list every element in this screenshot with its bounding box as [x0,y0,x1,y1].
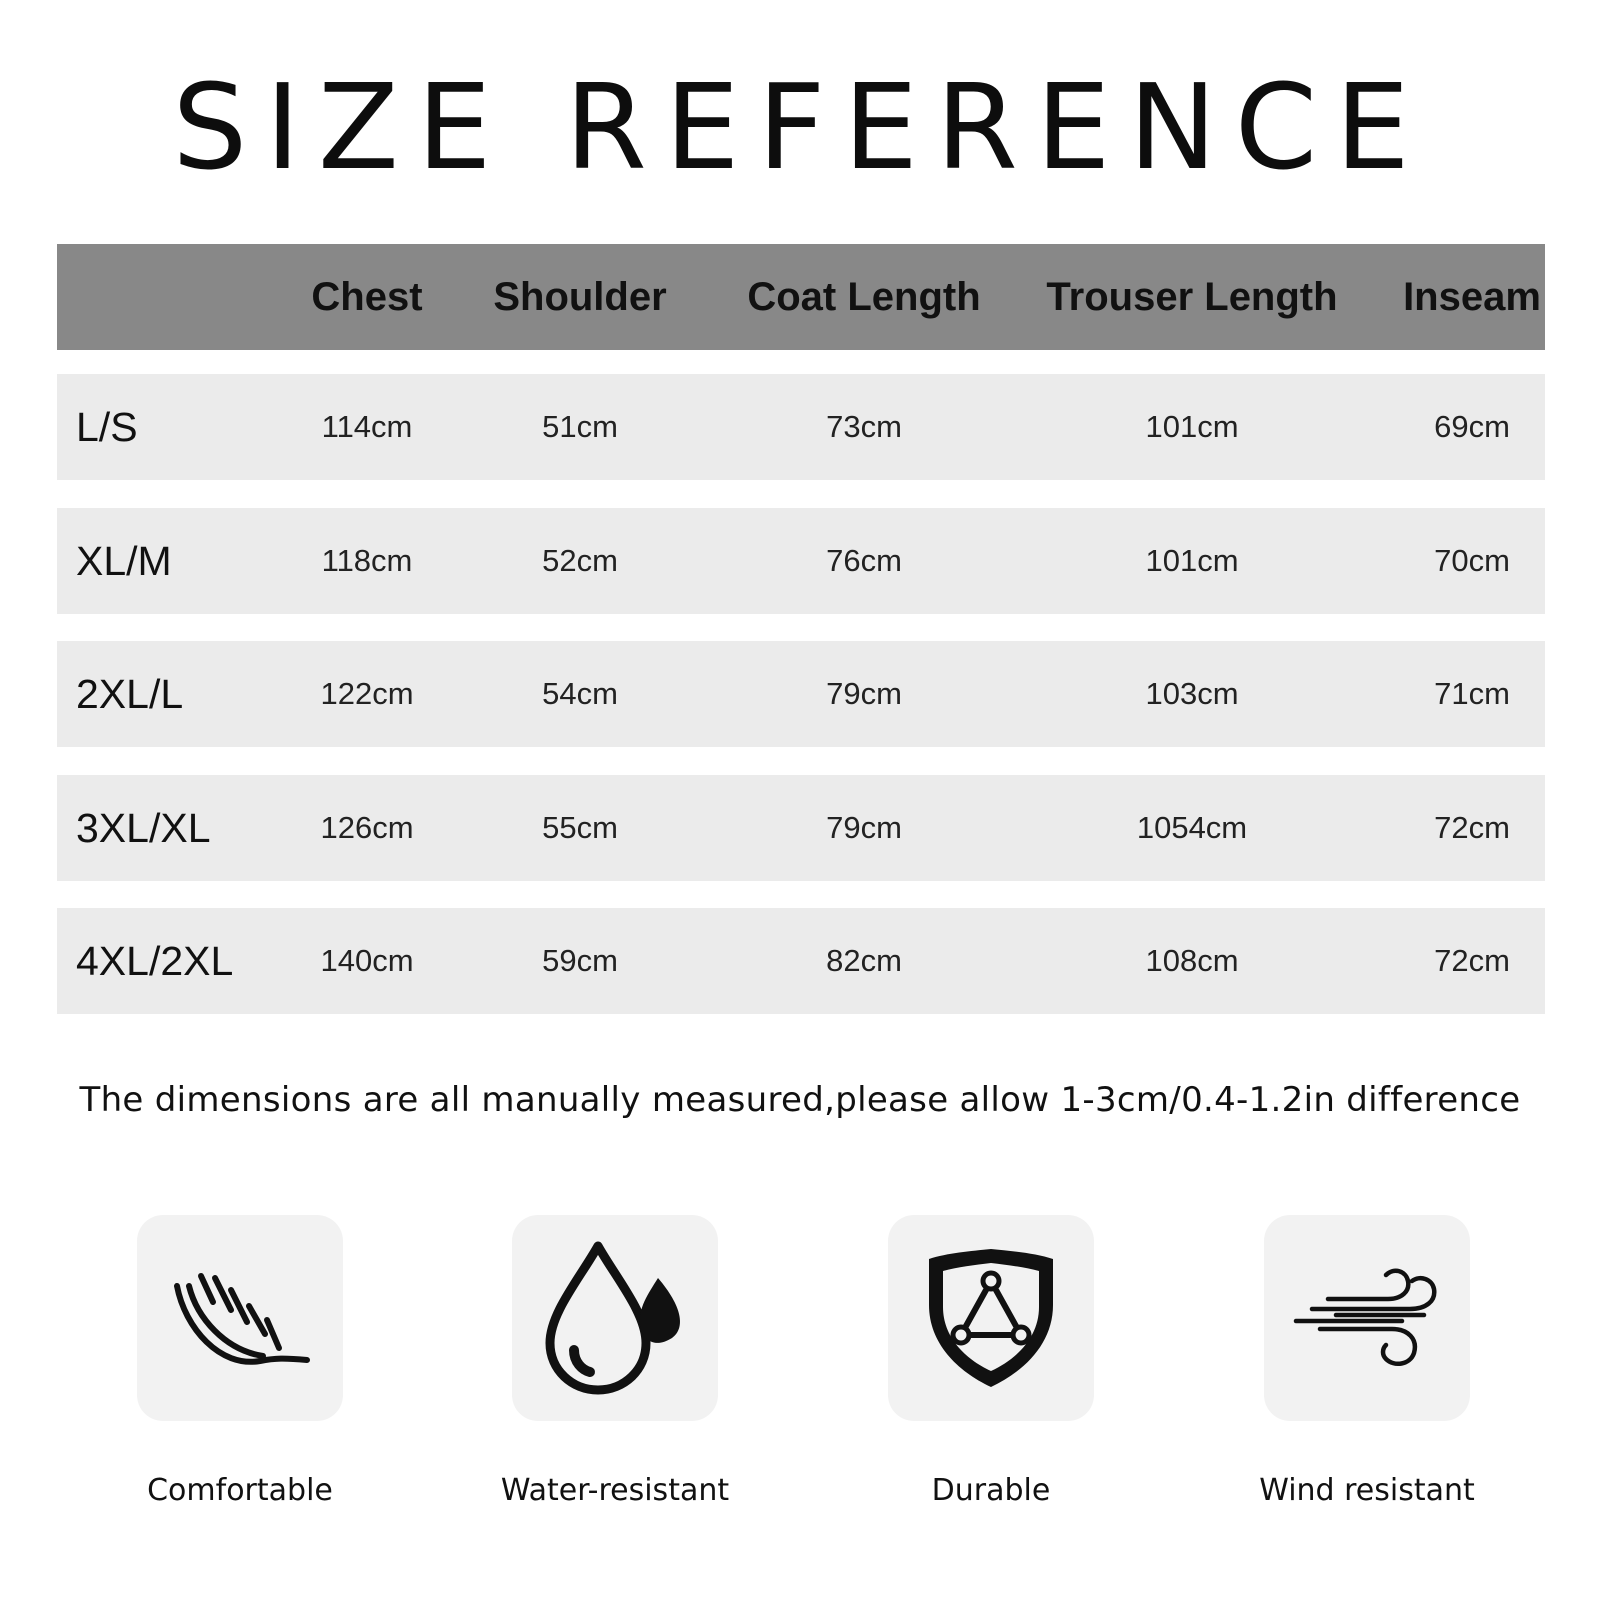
header-trouser-length: Trouser Length [1046,274,1338,319]
feature-label: Water-resistant [500,1473,730,1508]
inseam-value: 70cm [1434,543,1510,578]
feature-tile [1264,1215,1470,1421]
trouser-length-value: 1054cm [1136,810,1248,845]
water-drops-icon [540,1238,690,1398]
chest-value: 126cm [320,810,414,845]
feature-tile [137,1215,343,1421]
coat-length-value: 79cm [826,810,902,845]
inseam-value: 72cm [1434,943,1510,978]
inseam-value: 69cm [1434,409,1510,444]
header-inseam: Inseam [1403,274,1541,319]
measurement-note: The dimensions are all manually measured,please allow 1-3cm/0.4-1.2in difference [79,1080,1521,1120]
trouser-length-value: 101cm [1145,409,1239,444]
feather-icon [165,1258,315,1378]
feature-label: Comfortable [147,1473,333,1508]
chest-value: 140cm [320,943,414,978]
table-header [57,244,1545,350]
feature-tile [888,1215,1094,1421]
trouser-length-value: 103cm [1145,676,1239,711]
coat-length-value: 79cm [826,676,902,711]
trouser-length-value: 108cm [1145,943,1239,978]
shoulder-value: 51cm [542,409,618,444]
table-row [57,508,1545,614]
chest-value: 118cm [321,543,413,578]
shoulder-value: 55cm [542,810,618,845]
feature-comfortable [137,1215,343,1508]
size-label: 4XL/2XL [76,937,234,984]
size-label: L/S [76,403,138,450]
header-coat-length: Coat Length [747,274,981,319]
header-chest: Chest [311,274,423,319]
chest-value: 122cm [320,676,414,711]
table-row [57,908,1545,1014]
feature-label: Wind resistant [1259,1473,1475,1508]
wind-icon [1292,1263,1442,1373]
feature-wind-resistant [1259,1215,1475,1508]
table-row [57,641,1545,747]
feature-tile [512,1215,718,1421]
inseam-value: 72cm [1434,810,1510,845]
table-row [57,775,1545,881]
feature-label: Durable [931,1473,1051,1508]
shoulder-value: 54cm [542,676,618,711]
table-row [57,374,1545,480]
shield-icon [921,1243,1061,1393]
feature-durable [888,1215,1094,1508]
size-label: 3XL/XL [76,804,211,851]
coat-length-value: 76cm [826,543,902,578]
page-title: SIZE REFERENCE [172,58,1428,196]
trouser-length-value: 101cm [1145,543,1239,578]
header-shoulder: Shoulder [493,274,667,319]
inseam-value: 71cm [1434,676,1510,711]
coat-length-value: 73cm [826,409,902,444]
size-label: 2XL/L [76,670,184,717]
size-label: XL/M [76,537,172,584]
feature-water-resistant [500,1215,730,1508]
shoulder-value: 59cm [542,943,618,978]
chest-value: 114cm [321,409,413,444]
shoulder-value: 52cm [542,543,618,578]
coat-length-value: 82cm [826,943,902,978]
